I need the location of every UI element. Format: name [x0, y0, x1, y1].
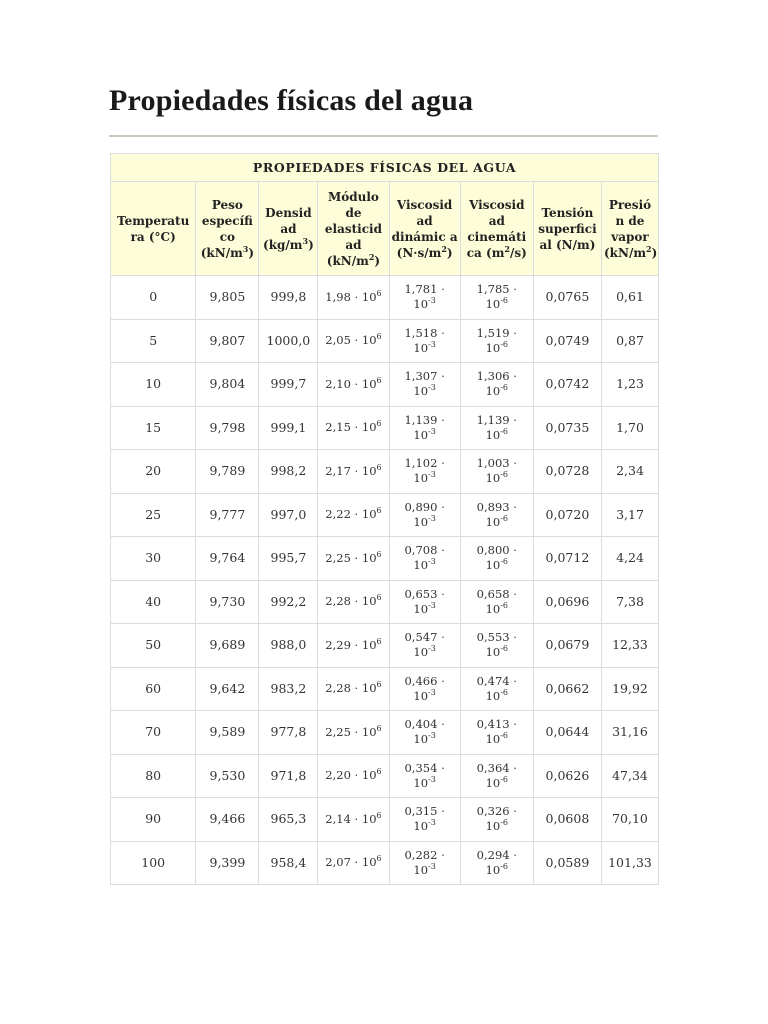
cell-temperature: 5 [111, 319, 196, 363]
cell-vapor-pressure: 3,17 [601, 493, 658, 537]
cell-elastic-modulus: $2,22 \cdot 10^6$ [318, 493, 389, 537]
cell-vapor-pressure: 101,33 [601, 841, 658, 885]
cell-vapor-pressure: 12,33 [601, 624, 658, 668]
cell-specific-weight: 9,642 [196, 667, 259, 711]
cell-elastic-modulus: $2,10 \cdot 10^6$ [318, 363, 389, 407]
cell-density: 998,2 [259, 450, 318, 494]
cell-elastic-modulus: $2,17 \cdot 10^6$ [318, 450, 389, 494]
header-dynamic-viscosity: Viscosid ad dinámic a $(N\cdot s/m^2)$ [389, 182, 460, 276]
header-elastic-modulus: Módulo de elasticid ad $(kN/m^2)$ [318, 182, 389, 276]
table-body [111, 276, 659, 885]
cell-surface-tension: 0,0608 [533, 798, 601, 842]
cell-vapor-pressure: 1,23 [601, 363, 658, 407]
cell-density: 988,0 [259, 624, 318, 668]
cell-specific-weight: 9,689 [196, 624, 259, 668]
cell-specific-weight: 9,798 [196, 406, 259, 450]
cell-vapor-pressure: 31,16 [601, 711, 658, 755]
cell-elastic-modulus: $2,28 \cdot 10^6$ [318, 667, 389, 711]
cell-dynamic-viscosity: 0,547 · $10^{-3}$ [389, 624, 460, 668]
cell-surface-tension: 0,0644 [533, 711, 601, 755]
cell-density: 999,1 [259, 406, 318, 450]
cell-specific-weight: 9,789 [196, 450, 259, 494]
cell-dynamic-viscosity: 0,354 · $10^{-3}$ [389, 754, 460, 798]
cell-surface-tension: 0,0626 [533, 754, 601, 798]
cell-surface-tension: 0,0712 [533, 537, 601, 581]
cell-specific-weight: 9,804 [196, 363, 259, 407]
cell-elastic-modulus: $1,98 \cdot 10^6$ [318, 276, 389, 320]
cell-elastic-modulus: $2,25 \cdot 10^6$ [318, 711, 389, 755]
cell-density: 997,0 [259, 493, 318, 537]
cell-surface-tension: 0,0662 [533, 667, 601, 711]
table-row [111, 580, 659, 624]
cell-temperature: 15 [111, 406, 196, 450]
cell-specific-weight: 9,777 [196, 493, 259, 537]
cell-specific-weight: 9,530 [196, 754, 259, 798]
cell-elastic-modulus: $2,05 \cdot 10^6$ [318, 319, 389, 363]
cell-specific-weight: 9,807 [196, 319, 259, 363]
cell-specific-weight: 9,589 [196, 711, 259, 755]
cell-surface-tension: 0,0728 [533, 450, 601, 494]
table-row [111, 841, 659, 885]
header-row [111, 182, 659, 276]
header-density: Densid ad $(kg/m^3)$ [259, 182, 318, 276]
cell-elastic-modulus: $2,07 \cdot 10^6$ [318, 841, 389, 885]
cell-dynamic-viscosity: 0,315 · $10^{-3}$ [389, 798, 460, 842]
cell-kinematic-viscosity: 0,413 · $10^{-6}$ [460, 711, 533, 755]
cell-kinematic-viscosity: 1,139 · $10^{-6}$ [460, 406, 533, 450]
cell-density: 971,8 [259, 754, 318, 798]
cell-surface-tension: 0,0720 [533, 493, 601, 537]
cell-density: 965,3 [259, 798, 318, 842]
cell-temperature: 60 [111, 667, 196, 711]
cell-density: 977,8 [259, 711, 318, 755]
cell-specific-weight: 9,805 [196, 276, 259, 320]
table-row [111, 450, 659, 494]
water-properties-table [110, 153, 659, 885]
cell-density: 983,2 [259, 667, 318, 711]
table-row [111, 798, 659, 842]
cell-dynamic-viscosity: 1,139 · $10^{-3}$ [389, 406, 460, 450]
cell-temperature: 25 [111, 493, 196, 537]
table-row [111, 711, 659, 755]
cell-temperature: 50 [111, 624, 196, 668]
header-vapor-pressure: Presió n de vapor $(kN/m^2)$ [601, 182, 658, 276]
cell-surface-tension: 0,0679 [533, 624, 601, 668]
cell-dynamic-viscosity: 1,102 · $10^{-3}$ [389, 450, 460, 494]
cell-vapor-pressure: 19,92 [601, 667, 658, 711]
cell-surface-tension: 0,0749 [533, 319, 601, 363]
cell-kinematic-viscosity: 1,003 · $10^{-6}$ [460, 450, 533, 494]
cell-surface-tension: 0,0696 [533, 580, 601, 624]
cell-density: 995,7 [259, 537, 318, 581]
cell-dynamic-viscosity: 0,282 · $10^{-3}$ [389, 841, 460, 885]
cell-elastic-modulus: $2,28 \cdot 10^6$ [318, 580, 389, 624]
cell-specific-weight: 9,466 [196, 798, 259, 842]
cell-temperature: 40 [111, 580, 196, 624]
cell-vapor-pressure: 70,10 [601, 798, 658, 842]
table-row [111, 667, 659, 711]
cell-kinematic-viscosity: 0,294 · $10^{-6}$ [460, 841, 533, 885]
cell-temperature: 30 [111, 537, 196, 581]
cell-temperature: 90 [111, 798, 196, 842]
cell-density: 992,2 [259, 580, 318, 624]
header-temperature: Temperatu ra (°C) [111, 182, 196, 276]
cell-specific-weight: 9,399 [196, 841, 259, 885]
cell-elastic-modulus: $2,20 \cdot 10^6$ [318, 754, 389, 798]
cell-vapor-pressure: 4,24 [601, 537, 658, 581]
cell-dynamic-viscosity: 0,890 · $10^{-3}$ [389, 493, 460, 537]
cell-density: 999,7 [259, 363, 318, 407]
cell-dynamic-viscosity: 0,404 · $10^{-3}$ [389, 711, 460, 755]
cell-temperature: 70 [111, 711, 196, 755]
cell-vapor-pressure: 7,38 [601, 580, 658, 624]
cell-temperature: 80 [111, 754, 196, 798]
table-caption: PROPIEDADES FÍSICAS DEL AGUA [111, 154, 659, 182]
table-row [111, 363, 659, 407]
cell-kinematic-viscosity: 1,785 · $10^{-6}$ [460, 276, 533, 320]
table-row [111, 754, 659, 798]
cell-dynamic-viscosity: 1,781 · $10^{-3}$ [389, 276, 460, 320]
table-row [111, 319, 659, 363]
cell-kinematic-viscosity: 0,893 · $10^{-6}$ [460, 493, 533, 537]
cell-specific-weight: 9,730 [196, 580, 259, 624]
cell-surface-tension: 0,0765 [533, 276, 601, 320]
cell-vapor-pressure: 0,61 [601, 276, 658, 320]
cell-elastic-modulus: $2,14 \cdot 10^6$ [318, 798, 389, 842]
cell-surface-tension: 0,0589 [533, 841, 601, 885]
cell-kinematic-viscosity: 1,519 · $10^{-6}$ [460, 319, 533, 363]
cell-vapor-pressure: 2,34 [601, 450, 658, 494]
cell-kinematic-viscosity: 0,800 · $10^{-6}$ [460, 537, 533, 581]
cell-specific-weight: 9,764 [196, 537, 259, 581]
cell-kinematic-viscosity: 0,364 · $10^{-6}$ [460, 754, 533, 798]
cell-surface-tension: 0,0735 [533, 406, 601, 450]
cell-elastic-modulus: $2,25 \cdot 10^6$ [318, 537, 389, 581]
cell-surface-tension: 0,0742 [533, 363, 601, 407]
cell-kinematic-viscosity: 0,326 · $10^{-6}$ [460, 798, 533, 842]
cell-dynamic-viscosity: 0,466 · $10^{-3}$ [389, 667, 460, 711]
header-specific-weight: Peso específi co $(kN/m^3)$ [196, 182, 259, 276]
table-row [111, 537, 659, 581]
cell-density: 999,8 [259, 276, 318, 320]
cell-kinematic-viscosity: 0,474 · $10^{-6}$ [460, 667, 533, 711]
table-row [111, 406, 659, 450]
cell-temperature: 10 [111, 363, 196, 407]
table-row [111, 493, 659, 537]
table-row [111, 624, 659, 668]
cell-dynamic-viscosity: 1,307 · $10^{-3}$ [389, 363, 460, 407]
cell-elastic-modulus: $2,29 \cdot 10^6$ [318, 624, 389, 668]
cell-vapor-pressure: 47,34 [601, 754, 658, 798]
title-divider [109, 135, 658, 137]
cell-density: 958,4 [259, 841, 318, 885]
cell-kinematic-viscosity: 1,306 · $10^{-6}$ [460, 363, 533, 407]
cell-elastic-modulus: $2,15 \cdot 10^6$ [318, 406, 389, 450]
cell-dynamic-viscosity: 0,653 · $10^{-3}$ [389, 580, 460, 624]
cell-kinematic-viscosity: 0,553 · $10^{-6}$ [460, 624, 533, 668]
header-kinematic-viscosity: Viscosid ad cinemáti ca $(m^2/s)$ [460, 182, 533, 276]
table-row [111, 276, 659, 320]
cell-temperature: 0 [111, 276, 196, 320]
cell-dynamic-viscosity: 1,518 · $10^{-3}$ [389, 319, 460, 363]
cell-temperature: 20 [111, 450, 196, 494]
cell-vapor-pressure: 0,87 [601, 319, 658, 363]
cell-temperature: 100 [111, 841, 196, 885]
cell-dynamic-viscosity: 0,708 · $10^{-3}$ [389, 537, 460, 581]
cell-vapor-pressure: 1,70 [601, 406, 658, 450]
page-title: Propiedades físicas del agua [109, 84, 474, 117]
cell-density: 1000,0 [259, 319, 318, 363]
header-surface-tension: Tensión superfici al (N/m) [533, 182, 601, 276]
cell-kinematic-viscosity: 0,658 · $10^{-6}$ [460, 580, 533, 624]
